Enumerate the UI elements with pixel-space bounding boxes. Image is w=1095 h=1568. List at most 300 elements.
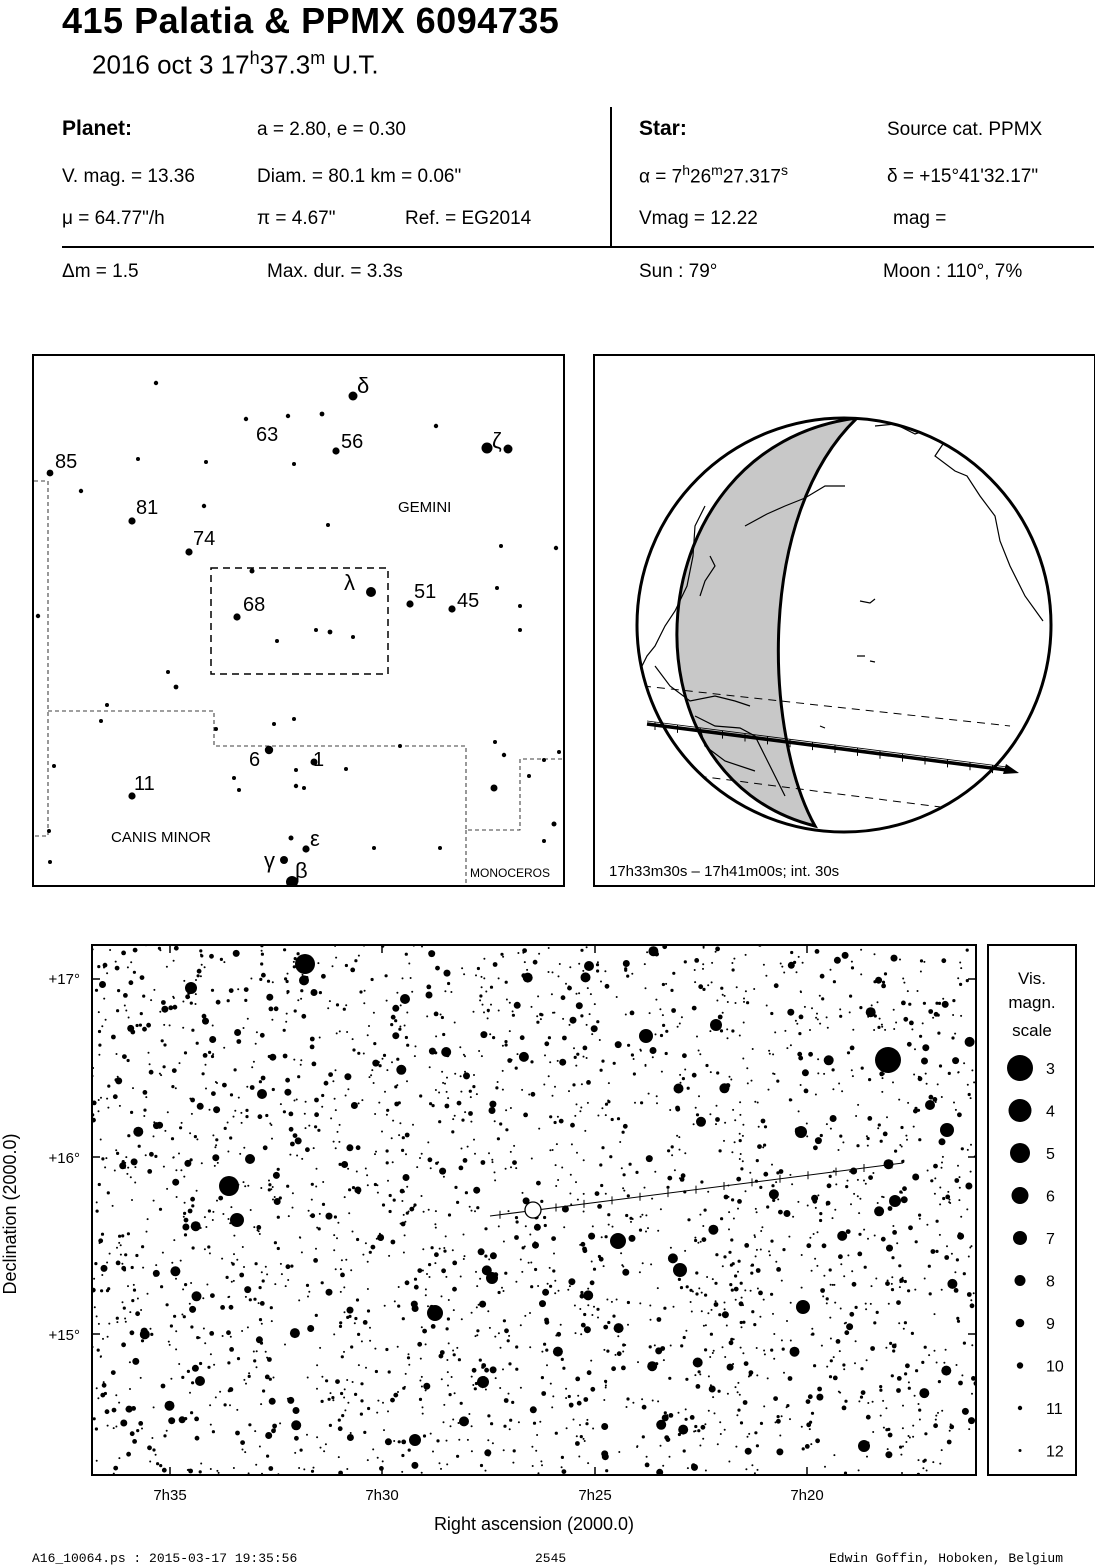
field-star [401,1200,403,1202]
field-star [175,1278,177,1280]
field-star [727,1393,729,1395]
field-star [545,1349,548,1352]
field-star [902,1427,904,1429]
field-star [98,1011,100,1013]
field-star [503,1290,505,1292]
field-star [184,1233,187,1236]
field-star [337,1222,339,1224]
field-star [636,1446,638,1448]
field-star [802,962,804,964]
field-star [120,1244,122,1246]
field-star [745,990,747,992]
finder-star-label: 74 [193,528,216,550]
field-star [645,987,647,989]
field-star [903,1017,908,1022]
field-star [634,1102,636,1104]
field-star [544,1041,549,1046]
field-star [396,1065,406,1075]
field-star [741,1297,743,1299]
field-star [293,1133,298,1138]
field-star [354,1322,356,1324]
field-star [821,1345,823,1347]
field-star [629,1163,632,1166]
field-star [236,1259,238,1261]
field-star [259,1286,262,1289]
field-star [836,1339,841,1344]
field-star [391,1015,396,1020]
field-star [758,1291,763,1296]
field-star [882,1077,884,1079]
field-star [871,1285,873,1287]
field-star [405,1036,408,1039]
field-star [562,1018,564,1020]
field-star [633,1072,636,1075]
field-star [819,1023,821,1025]
finder-star [105,703,109,707]
field-star [393,1440,395,1442]
field-star [258,1302,260,1304]
field-star [338,1426,343,1431]
field-star [207,1366,210,1369]
field-star [766,1205,769,1208]
field-star [159,1208,162,1211]
field-star [856,1144,859,1147]
field-star [414,1278,417,1281]
field-star [713,1350,715,1352]
constellation-name: GEMINI [398,499,452,516]
field-star [386,1109,389,1112]
field-star [781,1415,783,1417]
field-star [229,988,234,993]
field-star [183,1176,185,1178]
field-star [957,977,959,979]
field-star [574,1305,576,1307]
bright-star [889,1195,901,1207]
field-star [857,1179,859,1181]
field-star [693,1123,695,1125]
field-star [649,1012,651,1014]
field-star [143,1090,148,1095]
field-star [478,1050,480,1052]
field-star [864,1266,867,1269]
field-star [446,1440,448,1442]
field-star [746,1001,749,1004]
field-star [200,1463,202,1465]
field-star [297,952,300,955]
field-star [453,1309,455,1311]
bright-star [875,1047,901,1073]
finder-star [320,412,325,417]
field-star [827,1027,829,1029]
field-star [945,1349,947,1351]
finder-greek-label: λ [344,570,355,595]
field-star [680,1177,685,1182]
field-star [587,1102,589,1104]
field-star [773,1396,778,1401]
field-star [341,1259,343,1261]
field-star [670,1345,672,1347]
field-star [515,1167,517,1169]
field-star [475,974,477,976]
field-star [924,1432,927,1435]
field-star [115,1078,118,1081]
field-star [423,1434,426,1437]
field-star [925,1073,927,1075]
field-star [943,1362,945,1364]
field-star [212,1211,214,1213]
scale-dot [1017,1362,1023,1368]
field-star [184,1283,187,1286]
field-star [967,1292,972,1297]
field-star [536,1015,538,1017]
field-star [554,1086,556,1088]
field-star [115,1394,117,1396]
field-star [195,979,197,981]
field-star [384,1091,386,1093]
field-star [707,1191,709,1193]
field-star [385,1348,388,1351]
field-star [196,1190,198,1192]
field-star [441,1378,443,1380]
field-star [311,1199,313,1201]
field-star [539,1421,541,1423]
field-star [498,1291,501,1294]
field-star [844,1400,847,1403]
field-star [698,984,703,989]
field-star [773,1358,775,1360]
field-star [124,1005,126,1007]
field-star [201,1162,203,1164]
field-star [599,1039,601,1041]
field-star [323,1450,325,1452]
field-star [850,1203,852,1205]
field-star [957,1165,959,1167]
field-star [115,1426,117,1428]
field-star [289,1112,294,1117]
star-heading: Star: [639,117,687,140]
field-star [517,952,519,954]
finder-greek-label: ζ [492,428,502,453]
field-star [401,1454,404,1457]
field-star [896,1388,901,1393]
field-star [933,1164,938,1169]
field-star [829,1375,832,1378]
field-star [241,1122,243,1124]
field-star [147,1293,149,1295]
field-star [576,1435,578,1437]
field-star [386,1000,388,1002]
field-star [776,1448,783,1455]
field-star [274,1428,276,1430]
field-star [509,1030,511,1032]
field-star [99,981,106,988]
field-star [169,1024,171,1026]
field-star [663,1307,666,1310]
field-star [811,1195,818,1202]
field-star [959,1187,961,1189]
field-star [305,1127,307,1129]
field-star [772,1053,774,1055]
field-star [855,1115,857,1117]
field-star [543,1084,545,1086]
field-star [339,1124,341,1126]
field-star [155,1454,157,1456]
field-star [367,1288,369,1290]
field-star [823,1073,825,1075]
field-star [155,1264,157,1266]
field-star [652,1400,654,1402]
field-star [622,1343,625,1346]
field-star [456,1347,458,1349]
field-star [529,1234,531,1236]
field-star [709,1113,711,1115]
bright-star [795,1126,807,1138]
field-star [512,1462,514,1464]
field-star [879,1385,882,1388]
field-star [514,1002,521,1009]
field-star [107,1191,110,1194]
field-star [400,1004,402,1006]
field-star [552,1095,554,1097]
field-star [801,1287,803,1289]
bright-star [185,982,197,994]
field-star [414,1055,416,1057]
field-star [600,1184,603,1187]
field-star [881,1026,883,1028]
field-star [905,1135,907,1137]
field-star [951,1036,954,1039]
field-star [732,968,735,971]
field-star [788,962,795,969]
field-star [726,1325,728,1327]
field-star [543,1216,546,1219]
field-star [148,1052,150,1054]
field-star [562,1367,565,1370]
field-star [498,1225,500,1227]
field-star [615,1041,622,1048]
field-star [511,1401,514,1404]
field-star [117,989,120,992]
field-star [821,997,824,1000]
field-star [509,1419,512,1422]
field-star [851,961,853,963]
field-star [914,1048,916,1050]
field-star [535,1450,537,1452]
field-star [259,1446,261,1448]
field-star [648,946,658,956]
field-star [970,1303,975,1308]
field-star [830,1338,832,1340]
field-star [260,1033,265,1038]
field-star [326,1289,333,1296]
field-star [914,1395,916,1397]
field-star [121,1266,126,1271]
field-star [454,1073,456,1075]
field-star [227,999,230,1002]
field-star [806,1243,811,1248]
field-star [851,1270,853,1272]
field-star [358,1364,360,1366]
event-datetime: 2016 oct 3 17$^h$37.3$^m$ U.T. [92,48,379,80]
field-star [190,1158,193,1161]
field-star [941,1289,943,1291]
field-star [731,1151,733,1153]
field-star [531,1092,536,1097]
field-star [398,1440,401,1443]
field-star [939,1463,941,1465]
globe-caption: 17h33m30s – 17h41m00s; int. 30s [609,863,840,880]
field-star [736,1177,741,1182]
field-star [459,1046,461,1048]
field-star [885,1428,888,1431]
field-star [554,1121,557,1124]
field-star [485,1470,487,1472]
field-star [425,1288,427,1290]
field-star [734,1141,736,1143]
field-star [679,1023,681,1025]
field-star [941,1410,943,1412]
field-star [907,990,909,992]
field-star [412,1305,419,1312]
field-star [902,1160,904,1162]
field-star [530,1262,532,1264]
field-star [807,1205,809,1207]
field-star [885,1347,887,1349]
field-star [606,1350,609,1353]
field-star [873,1029,875,1031]
xtick-7h30: 7h30 [365,1487,399,1504]
field-star [901,1001,906,1006]
field-star [123,993,128,998]
field-star [115,966,120,971]
field-star [838,1254,843,1259]
field-star [262,1389,265,1392]
field-star [753,1323,756,1326]
field-star [712,1278,714,1280]
field-star [238,1097,240,1099]
field-star [253,1226,255,1228]
field-star [776,1171,779,1174]
field-star [908,1003,911,1006]
field-star [382,1058,384,1060]
field-star [694,958,699,963]
field-star [134,1182,136,1184]
field-star [855,1340,857,1342]
field-star [438,1092,440,1094]
field-star [159,1011,161,1013]
field-star [695,1271,698,1274]
field-star [343,1397,345,1399]
field-star [195,1436,200,1441]
field-star [123,1307,126,1310]
field-star [816,1394,823,1401]
field-star [701,1425,706,1430]
field-star [464,1055,466,1057]
field-star [192,1365,199,1372]
finder-star [502,753,506,757]
field-star [179,1062,181,1064]
bright-star [710,1019,722,1031]
field-star [939,1064,942,1067]
field-star [742,1058,744,1060]
field-star [705,1470,707,1472]
field-star [707,1312,709,1314]
field-star [620,1252,622,1254]
field-star [957,1320,960,1323]
constellation-name: MONOCEROS [470,866,551,880]
field-star [126,1408,129,1411]
field-star [470,1121,472,1123]
field-star [283,1054,288,1059]
field-star [168,1417,175,1424]
field-star [590,993,592,995]
field-star [265,1351,267,1353]
field-star [255,1043,257,1045]
field-star [471,1425,473,1427]
field-star [555,1185,557,1187]
field-star [743,1400,748,1405]
field-star [373,1012,375,1014]
field-star [881,984,886,989]
field-star [919,1419,921,1421]
field-star [968,1417,975,1424]
field-star [463,1072,470,1079]
field-star [696,1384,701,1389]
field-star [829,1268,832,1271]
field-star [655,999,657,1001]
field-star [868,1078,871,1081]
field-star [160,1285,163,1288]
field-star [531,1158,533,1160]
field-star [749,1172,751,1174]
field-star [587,1462,589,1464]
field-star [384,1305,386,1307]
field-star [537,995,539,997]
field-star [184,1417,187,1420]
field-star [652,1056,654,1058]
field-star [695,1430,697,1432]
field-star [830,1284,832,1286]
field-star [321,1400,324,1403]
field-star [579,1110,581,1112]
field-star [367,1034,369,1036]
field-star [687,1467,689,1469]
scale-dot [1012,1187,1029,1204]
field-star [845,1185,848,1188]
field-star [854,1362,856,1364]
field-star [522,952,524,954]
field-star [521,1089,523,1091]
field-star [805,1444,810,1449]
field-star [350,1345,353,1348]
field-star [697,1429,700,1432]
finder-star [491,785,498,792]
field-star [360,1382,363,1385]
field-star [908,1387,911,1390]
field-star [772,1313,774,1315]
field-star [392,1032,399,1039]
field-star [315,1314,318,1317]
field-star [124,1318,126,1320]
field-star [200,975,202,977]
field-star [740,1421,743,1424]
field-star [902,1186,907,1191]
field-star [175,1348,177,1350]
field-star [605,1469,608,1472]
field-star [450,1425,452,1427]
field-star [629,1235,636,1242]
finder-star-label: 63 [256,424,279,446]
